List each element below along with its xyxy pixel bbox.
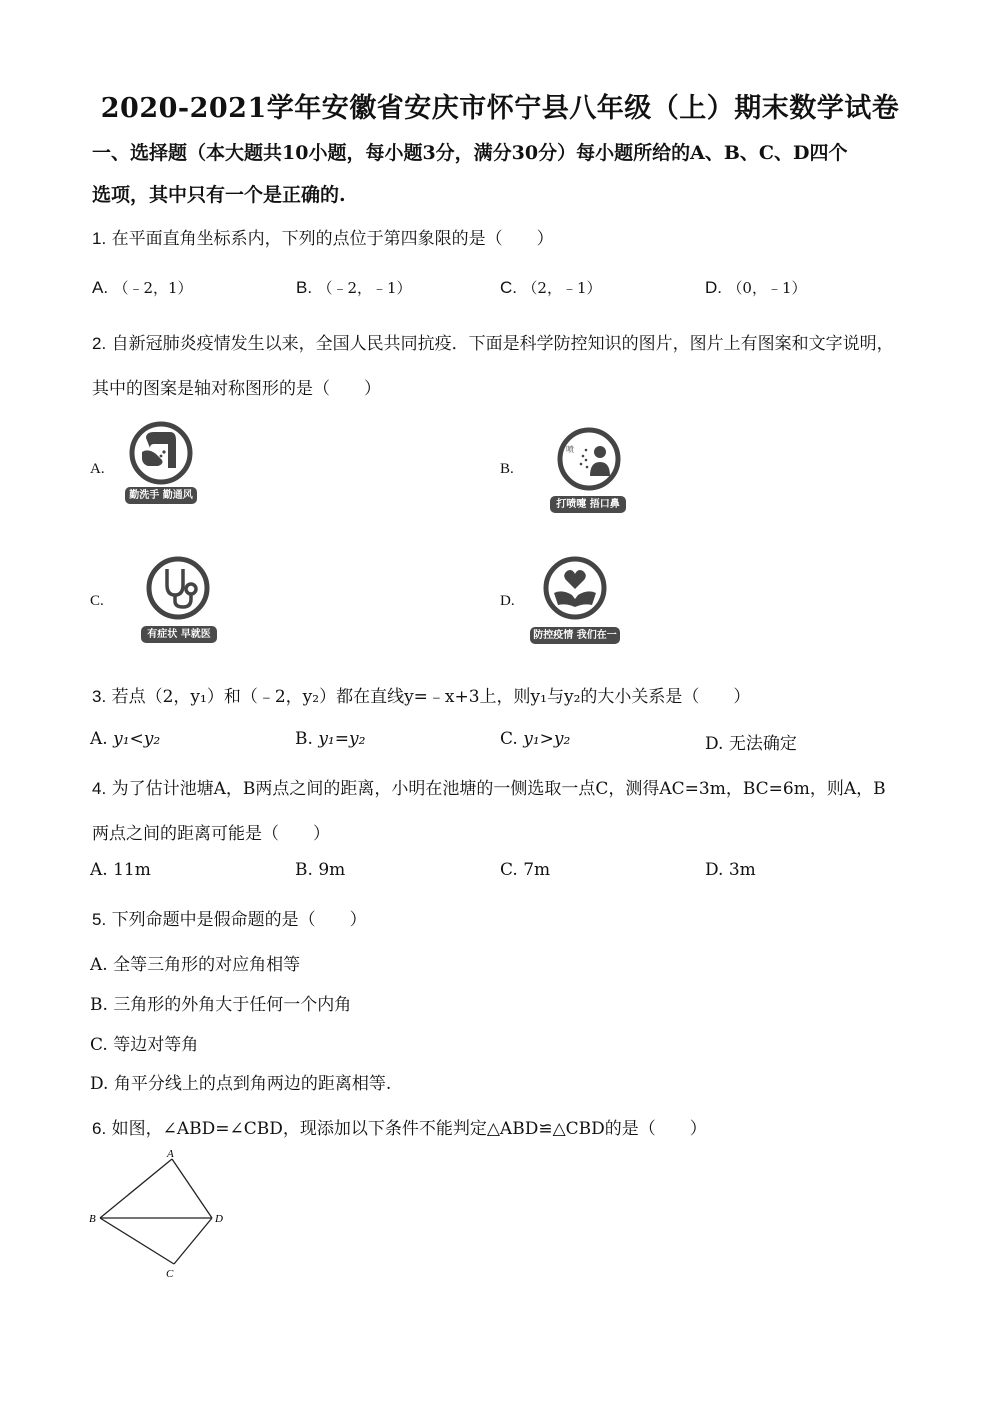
option-letter: C. <box>500 729 518 749</box>
question-text-line1: 自新冠肺炎疫情发生以来，全国人民共同抗疫．下面是科学防控知识的图片，图片上有图案和文字说明， <box>111 334 894 354</box>
option-letter: D. <box>705 278 722 297</box>
q2-option-d-letter[interactable]: D. <box>500 593 515 609</box>
option-letter: A. <box>92 278 109 297</box>
option-text: （﹣2，1） <box>113 279 193 297</box>
question-6 <box>92 1114 707 1139</box>
segment-ad <box>172 1159 212 1218</box>
option-text: 等边对等角 <box>113 1035 199 1055</box>
question-text: 若点（2，y₁）和（﹣2，y₂）都在直线y=﹣x+3上，则y₁与y₂的大小关系是（ ） <box>111 687 751 707</box>
question-text-line1: 为了估计池塘A，B两点之间的距离，小明在池塘的一侧选取一点C，测得AC=3m，BC=6m，则A，B <box>111 779 886 799</box>
q1-option-a[interactable] <box>92 277 193 298</box>
option-letter: C. <box>500 278 517 297</box>
heart-hands-icon[interactable] <box>542 555 608 621</box>
question-2-line2: 其中的图案是轴对称图形的是（ ） <box>92 379 381 399</box>
question-5 <box>92 905 367 930</box>
question-3 <box>92 682 750 707</box>
question-text: 在平面直角坐标系内，下列的点位于第四象限的是（ ） <box>111 229 554 249</box>
stethoscope-icon[interactable] <box>145 555 211 621</box>
question-text: 下列命题中是假命题的是（ ） <box>111 910 367 930</box>
option-letter: B. <box>295 860 313 880</box>
option-text: 三角形的外角大于任何一个内角 <box>113 995 352 1015</box>
option-letter: C. <box>500 860 518 880</box>
option-letter: A. <box>90 729 108 749</box>
q3-option-d[interactable] <box>705 729 797 754</box>
q3-option-c[interactable] <box>500 729 570 749</box>
q2-option-b-caption: 打喷嚏 捂口鼻 <box>550 496 626 513</box>
question-text: 如图，∠ABD=∠CBD，现添加以下条件不能判定△ABD≌△CBD的是（ ） <box>111 1119 707 1139</box>
q2-option-d-caption: 防控疫情 我们在一起 <box>530 627 620 644</box>
question-number: 2. <box>92 334 107 353</box>
q2-option-a-caption: 勤洗手 勤通风 <box>125 487 197 504</box>
option-letter: D. <box>90 1074 109 1094</box>
section-header-line2: 选项，其中只有一个是正确的. <box>92 184 346 206</box>
q2-option-c-letter[interactable]: C. <box>90 593 104 609</box>
q1-option-d[interactable] <box>705 277 807 298</box>
label-b: B <box>89 1213 96 1225</box>
segment-ba <box>100 1159 172 1218</box>
option-letter: D. <box>705 734 724 754</box>
option-letter: B. <box>296 278 313 297</box>
q2-option-a-letter[interactable]: A. <box>90 461 105 477</box>
option-letter: B. <box>90 995 108 1015</box>
label-a: A <box>167 1148 174 1160</box>
q4-option-a[interactable] <box>90 860 151 880</box>
label-d: D <box>215 1213 223 1225</box>
q5-option-b[interactable] <box>90 990 351 1015</box>
option-text: y₁=y₂ <box>318 729 366 749</box>
q1-option-b[interactable] <box>296 277 412 298</box>
sneeze-mini-label: 喷 <box>566 445 574 454</box>
question-4-line2: 两点之间的距离可能是（ ） <box>92 824 330 844</box>
option-text: 11m <box>113 860 151 880</box>
option-letter: B. <box>295 729 313 749</box>
segment-bc <box>100 1218 174 1264</box>
option-text: （﹣2，﹣1） <box>317 279 412 297</box>
question-number: 6. <box>92 1119 107 1138</box>
option-text: y₁>y₂ <box>523 729 571 749</box>
q6-geometry-figure <box>86 1145 236 1285</box>
segment-cd <box>174 1218 212 1264</box>
question-4 <box>92 774 886 799</box>
option-letter: A. <box>90 860 108 880</box>
option-letter: A. <box>90 955 108 975</box>
option-letter: D. <box>705 860 724 880</box>
option-text: （2，﹣1） <box>522 279 602 297</box>
option-text: 无法确定 <box>728 734 797 754</box>
page-title: 2020-2021学年安徽省安庆市怀宁县八年级（上）期末数学试卷 <box>100 93 900 124</box>
question-number: 4. <box>92 779 107 798</box>
q5-option-c[interactable] <box>90 1030 198 1055</box>
q3-option-a[interactable] <box>90 729 160 749</box>
q4-option-b[interactable] <box>295 860 345 880</box>
option-letter: C. <box>90 1035 108 1055</box>
q5-option-a[interactable] <box>90 950 300 975</box>
hand-washing-icon[interactable] <box>128 420 194 486</box>
question-number: 1. <box>92 229 107 248</box>
q4-option-d[interactable] <box>705 860 756 880</box>
option-text: 3m <box>728 860 756 880</box>
option-text: （0，﹣1） <box>727 279 807 297</box>
q1-option-c[interactable] <box>500 277 602 298</box>
question-number: 5. <box>92 910 107 929</box>
option-text: 全等三角形的对应角相等 <box>113 955 301 975</box>
question-number: 3. <box>92 687 107 706</box>
option-text: 7m <box>523 860 551 880</box>
q2-option-b-letter[interactable]: B. <box>500 461 514 477</box>
section-header-line1: 一、选择题（本大题共10小题，每小题3分，满分30分）每小题所给的A、B、C、D四个 <box>92 142 848 164</box>
q4-option-c[interactable] <box>500 860 550 880</box>
q2-option-c-caption: 有症状 早就医 <box>141 626 217 643</box>
label-c: C <box>166 1268 174 1280</box>
option-text: 角平分线上的点到角两边的距离相等. <box>113 1074 392 1094</box>
q3-option-b[interactable] <box>295 729 365 749</box>
q5-option-d[interactable] <box>90 1069 391 1094</box>
option-text: 9m <box>318 860 346 880</box>
option-text: y₁<y₂ <box>113 729 161 749</box>
question-2 <box>92 329 894 354</box>
sneeze-icon[interactable] <box>556 426 622 492</box>
question-1 <box>92 224 554 249</box>
